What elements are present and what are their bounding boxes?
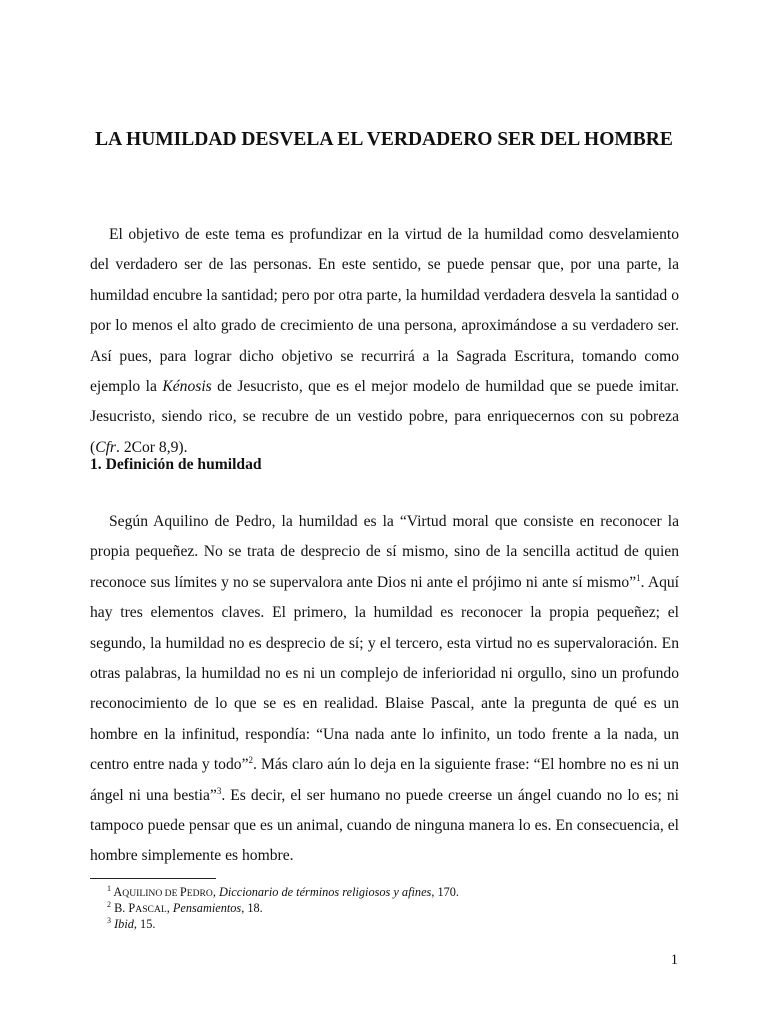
- footnote-work-title: Pensamientos: [172, 901, 242, 916]
- footnote-number: 3: [107, 916, 111, 926]
- footnote-number: 2: [107, 900, 111, 910]
- footnote-number: 1: [107, 883, 111, 893]
- intro-paragraph: [90, 220, 679, 463]
- definition-text-3: . Más claro aún lo deja en la siguiente frase: “El hombre no es ni un ángel ni una bestia”: [90, 756, 679, 804]
- kenosis-term: Kénosis: [162, 378, 212, 396]
- footnotes: [107, 885, 459, 933]
- footnote-divider: [90, 878, 216, 879]
- footnote-ref-2[interactable]: 2: [248, 755, 253, 766]
- page-title: LA HUMILDAD DESVELA EL VERDADERO SER DEL HOMBRE: [95, 129, 673, 150]
- footnote-ref-3[interactable]: 3: [216, 785, 222, 796]
- footnote-work-title: Ibid: [114, 917, 134, 932]
- footnote-ref-1[interactable]: 1: [636, 572, 641, 583]
- intro-text-3: . 2Cor 8,9).: [116, 438, 188, 456]
- cfr-abbreviation: Cfr: [95, 438, 117, 456]
- footnote-work-title: Diccionario de términos religiosos y afines: [218, 885, 432, 899]
- footnote-2: $^2$ B. PASCAL, Pensamientos, 18.: [107, 900, 263, 916]
- footnote-author: AQUILINO DE PEDRO: [113, 885, 213, 899]
- definition-paragraph: [90, 507, 679, 872]
- footnote-1: $^1$ AQUILINO DE PEDRO, Diccionario de términos religiosos y afines, 170.: [107, 883, 459, 899]
- definition-text-1: Según Aquilino de Pedro, la humildad es la “Virtud moral que consiste en reconocer la propia pequeñez. No se trata de desprecio de sí mismo, sino de la sencilla actitud de quien reconoce sus límites y no se supervalora ante Dios ni ante el prójimo ni ante sí mismo”: [90, 513, 679, 591]
- page-number: 1: [670, 952, 678, 968]
- section-heading: 1. Definición de humildad: [90, 456, 262, 473]
- intro-text-2: de Jesucristo, que es el mejor modelo de humildad que se puede imitar. Jesucristo, siendo rico, se recubre de un vestido pobre, para enriquecernos con su pobreza (: [90, 378, 680, 456]
- definition-text-4: . Es decir, el ser humano no puede creerse un ángel cuando no lo es; ni tampoco puede pensar que es un animal, cuando de ninguna manera lo es. En consecuencia, el hombre simplemente es hombre.: [90, 786, 679, 865]
- intro-text-1: El objetivo de este tema es profundizar en la virtud de la humildad como desvelamiento del verdadero ser de las personas. En este sentido, se puede pensar que, por una parte, la humildad encubre la santidad; pero por otra parte, la humildad verdadera desvela la santidad o por lo menos el alto grado de crecimiento de una persona, aproximándose a su verdadero ser. Así pues, para lograr dicho objetivo se recurrirá a la Sagrada Escritura, tomando como ejemplo la: [90, 226, 679, 396]
- footnote-author: B. PASCAL: [114, 901, 167, 916]
- definition-text-2: . Aquí hay tres elementos claves. El primero, la humildad es reconocer la propia pequeñez; el segundo, la humildad no es desprecio de sí; y el tercero, esta virtud no es supervaloración. En otras palabras, la humildad no es ni un complejo de inferioridad ni orgullo, sino un profundo reconocimiento de lo que se es en realidad. Blaise Pascal, ante la pregunta de qué es un hombre en la infinitud, respondía: “Una nada ante lo infinito, un todo frente a la nada, un centro entre nada y todo”: [90, 573, 680, 774]
- footnote-3: $^3$ Ibid, 15.: [107, 916, 156, 932]
